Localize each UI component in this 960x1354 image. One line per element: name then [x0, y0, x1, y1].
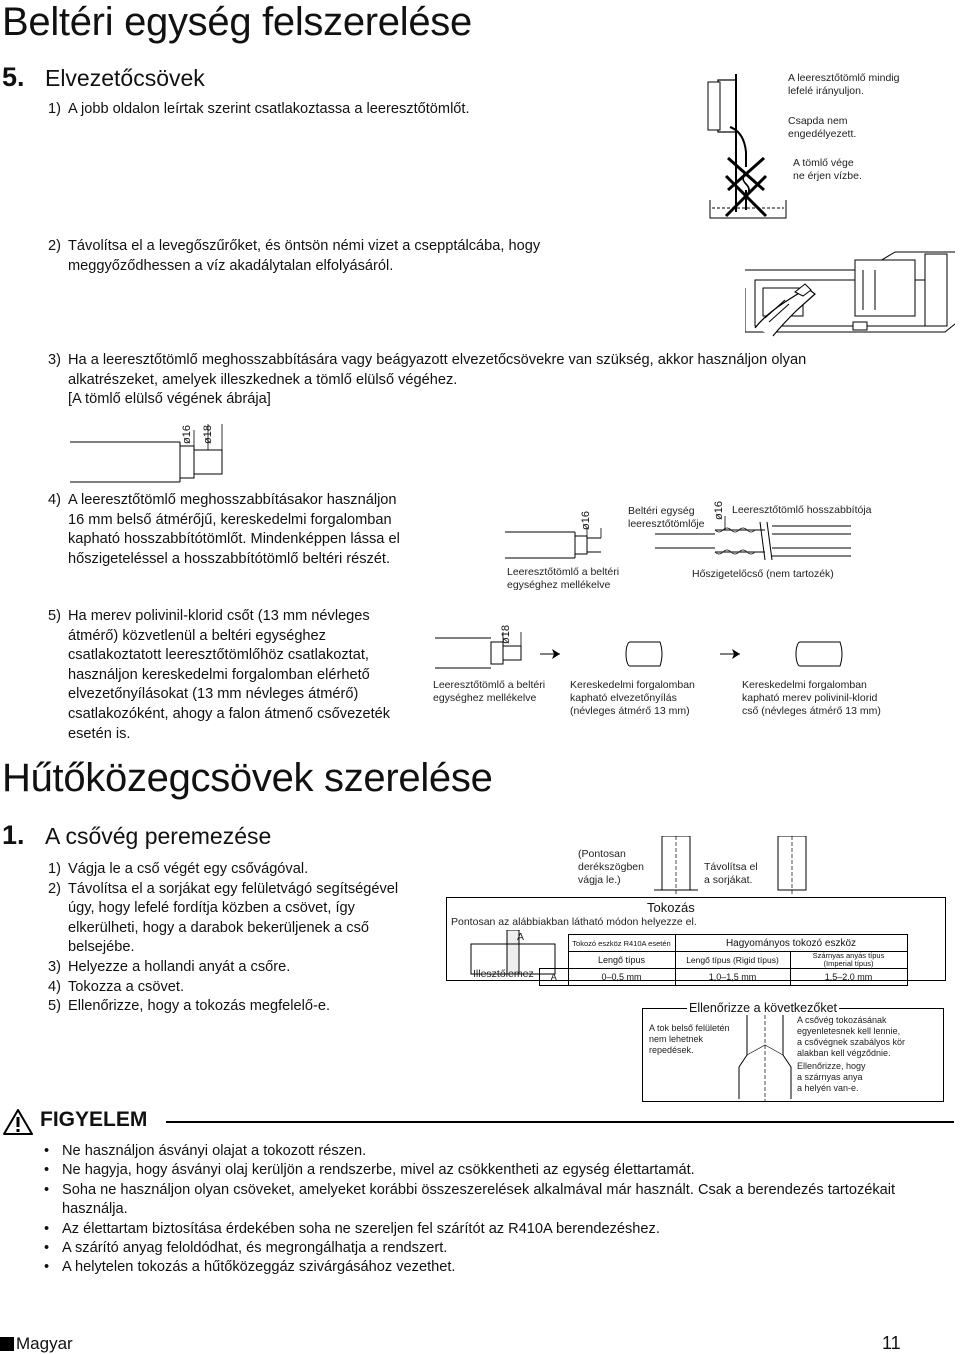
- supplied-hose-figure: [505, 528, 625, 562]
- check-heading: Ellenőrizze a következőket: [689, 1001, 837, 1015]
- warning-title: FIGYELEM: [40, 1108, 148, 1131]
- section-heading-1: [2, 820, 271, 851]
- check-box: [642, 1001, 944, 1102]
- section-number: 5.: [2, 62, 25, 92]
- warning-icon: [3, 1108, 33, 1136]
- extension-label: Leeresztőtömlő hosszabbítója: [732, 504, 872, 516]
- square-icon: [0, 1337, 14, 1351]
- step-text: esetén is.: [68, 725, 131, 742]
- flaring-sub: Pontosan az alábbiakban látható módon helyezze el.: [451, 916, 697, 928]
- section-number: 1.: [2, 820, 25, 850]
- table-cell: Lengő típus (Rigid típus): [675, 952, 790, 969]
- check-right-note-2: Ellenőrizze, hogy a szárnyas anya a helyén van-e.: [797, 1061, 866, 1093]
- fig5-socket-label: Kereskedelmi forgalomban kapható elvezetőnyílás (névleges átmérő 13 mm): [570, 679, 695, 717]
- step-5-1: [48, 100, 648, 120]
- table-cell: A: [540, 969, 569, 986]
- dim-16-label: ø16: [181, 425, 193, 444]
- section-heading-5: [2, 62, 205, 93]
- section-title: Elvezetőcsövek: [44, 65, 205, 91]
- step-text: elvezetőnyílásokat (13 mm névleges átmérő): [68, 686, 359, 703]
- footer-language: [0, 1334, 73, 1354]
- step-text: 16 mm belső átmérőjű, kereskedelmi forgalomban: [68, 511, 392, 528]
- burr-note: Távolítsa el a sorjákat.: [704, 861, 758, 886]
- figure-caption: [A tömlő elülső végének ábrája]: [68, 391, 271, 408]
- step-number: 4): [48, 492, 61, 508]
- list-item: • A helytelen tokozás a hűtőközeggáz szivárgásához vezethet.: [44, 1258, 904, 1277]
- step-5-2: [48, 237, 688, 276]
- step-text: kapható hosszabbítótömlőt. Mindenképpen lássa el: [68, 531, 400, 548]
- page-title: Beltéri egység felszerelése: [2, 0, 472, 44]
- language-label: Magyar: [16, 1334, 73, 1353]
- dim-16-label: ø16: [713, 501, 725, 520]
- page-number: 11: [882, 1333, 901, 1353]
- table-cell: Szárnyas anyás típus (Imperial típus): [790, 952, 907, 969]
- step-text: használjon kereskedelmi forgalomban elérhető: [68, 666, 370, 683]
- pipe-cut-figure: [650, 836, 710, 896]
- table-cell: Lengő típus: [568, 952, 675, 969]
- flaring-box: [446, 897, 946, 981]
- step-text: Távolítsa el a levegőszűrőket, és öntsön némi vizet a csepptálcába, hogy: [68, 238, 541, 254]
- dim-18-label: ø18: [500, 625, 512, 644]
- burr-figure: [770, 836, 820, 896]
- table-header: Tokozó eszköz R410A esetén: [568, 935, 675, 952]
- step-5-5: [48, 607, 428, 744]
- list-item: • Soha ne használjon olyan csöveket, amelyeket korábbi összeszerelések alkalmával már használt. Csak a berendezés tartozékait használja.: [44, 1181, 904, 1220]
- warning-rule: [166, 1121, 954, 1123]
- fig5-pvc-label: Kereskedelmi forgalomban kapható merev polivinil-klorid cső (névleges átmérő 13 mm): [742, 679, 881, 717]
- list-item: • A szárító anyag feloldódhat, és megrongálhatja a rendszert.: [44, 1239, 904, 1258]
- hose-end-figure: [435, 632, 535, 672]
- table-header: Hagyományos tokozó eszköz: [675, 935, 907, 952]
- table-cell: 0–0,5 mm: [568, 969, 675, 986]
- step-text: alkatrészeket, amelyek illeszkednek a tömlő elülső végéhez.: [68, 371, 458, 388]
- step-5-3: [48, 351, 928, 410]
- drain-pan-figure: [745, 240, 955, 340]
- drain-direction-figure: [690, 72, 800, 220]
- pvc-connection-figure: [540, 640, 940, 670]
- dim-a-label: A: [517, 931, 525, 943]
- die-label: Illesztőlemez: [473, 968, 534, 980]
- step-text: hőszigeteléssel a hosszabbítótömlő beltéri részét.: [68, 550, 391, 567]
- step-text: Ha a leeresztőtömlő meghosszabbítására vagy beágyazott elvezetőcsövekre van szükség, akkor használjon olyan: [68, 352, 807, 368]
- list-item: • Ne hagyja, hogy ásványi olaj kerüljön a rendszerbe, mivel az csökkentheti az egység élettartamát.: [44, 1161, 904, 1180]
- step-number: 5): [48, 608, 61, 624]
- indoor-hose-label: Beltéri egység leeresztőtömlője: [628, 505, 705, 530]
- cut-note: (Pontosan derékszögben vágja le.): [578, 848, 644, 886]
- flaring-heading: Tokozás: [647, 900, 695, 915]
- hose-supplied-label: Leeresztőtömlő a beltéri egységhez mellékelve: [507, 566, 620, 591]
- note-downward: A leeresztőtömlő mindig lefelé irányuljon.: [788, 72, 900, 97]
- step-number: 3): [48, 352, 61, 368]
- warning-list: [44, 1142, 904, 1278]
- table-cell: 1,0–1,5 mm: [675, 969, 790, 986]
- step-text: meggyőződhessen a víz akadálytalan elfolyásáról.: [68, 257, 394, 274]
- list-item: • Az élettartam biztosítása érdekében soha ne szereljen fel szárítót az R410A berendezéshez.: [44, 1220, 904, 1239]
- step-text: csatlakozóként, ahogy a falon átmenő csővezeték: [68, 705, 391, 722]
- fig5-hose-label: Leeresztőtömlő a beltéri egységhez mellékelve: [433, 679, 546, 704]
- extension-hose-figure: [655, 516, 855, 566]
- check-left-note: A tok belső felületén nem lehetnek repedések.: [649, 1023, 730, 1055]
- step-text: Ha merev polivinil-klorid csőt (13 mm névleges: [68, 608, 370, 624]
- step-text: A leeresztőtömlő meghosszabbításakor használjon: [68, 492, 397, 508]
- note-no-trap: Csapda nem engedélyezett.: [788, 115, 857, 140]
- check-right-note-1: A csővég tokozásának egyenletesnek kell lennie, a csővégnek szabályos kör alakban kell végződnie.: [797, 1015, 906, 1058]
- step-number: 1): [48, 101, 61, 117]
- hose-front-figure: [70, 420, 250, 484]
- dim-18-label: ø18: [202, 425, 214, 444]
- flaring-table: [539, 934, 908, 986]
- insulation-label: Hőszigetelőcső (nem tartozék): [692, 568, 834, 580]
- note-not-in-water: A tömlő vége ne érjen vízbe.: [793, 157, 862, 182]
- step-text: A jobb oldalon leírtak szerint csatlakoztassa a leeresztőtömlőt.: [68, 101, 470, 117]
- flare-check-figure: [735, 1015, 795, 1101]
- section-title: A csővég peremezése: [44, 823, 272, 849]
- step-text: csatlakoztatott leeresztőtömlőhöz csatlakoztat,: [68, 647, 369, 664]
- flaring-steps: 1) Vágja le a cső végét egy csővágóval. 2) Távolítsa el a sorjákat egy felületvágó segítségével úgy, hogy lefelé fordítja közben a csövet, így elkerülheti, hogy a darabok bekerüljenek a cső belsejébe. 3) Helyezze a hollandi anyát a csőre. 4) Tokozza a csövet. 5) Ellenőrizze, hogy a tokozás megfelelő-e.: [48, 861, 399, 1015]
- dim-16-label: ø16: [580, 511, 592, 530]
- table-cell: 1,5–2,0 mm: [790, 969, 907, 986]
- step-number: 2): [48, 238, 61, 254]
- refrigerant-title: Hűtőközegcsövek szerelése: [2, 756, 493, 800]
- step-5-4: [48, 491, 468, 569]
- list-item: • Ne használjon ásványi olajat a tokozott részen.: [44, 1142, 904, 1161]
- step-text: átmérő) közvetlenül a beltéri egységhez: [68, 627, 326, 644]
